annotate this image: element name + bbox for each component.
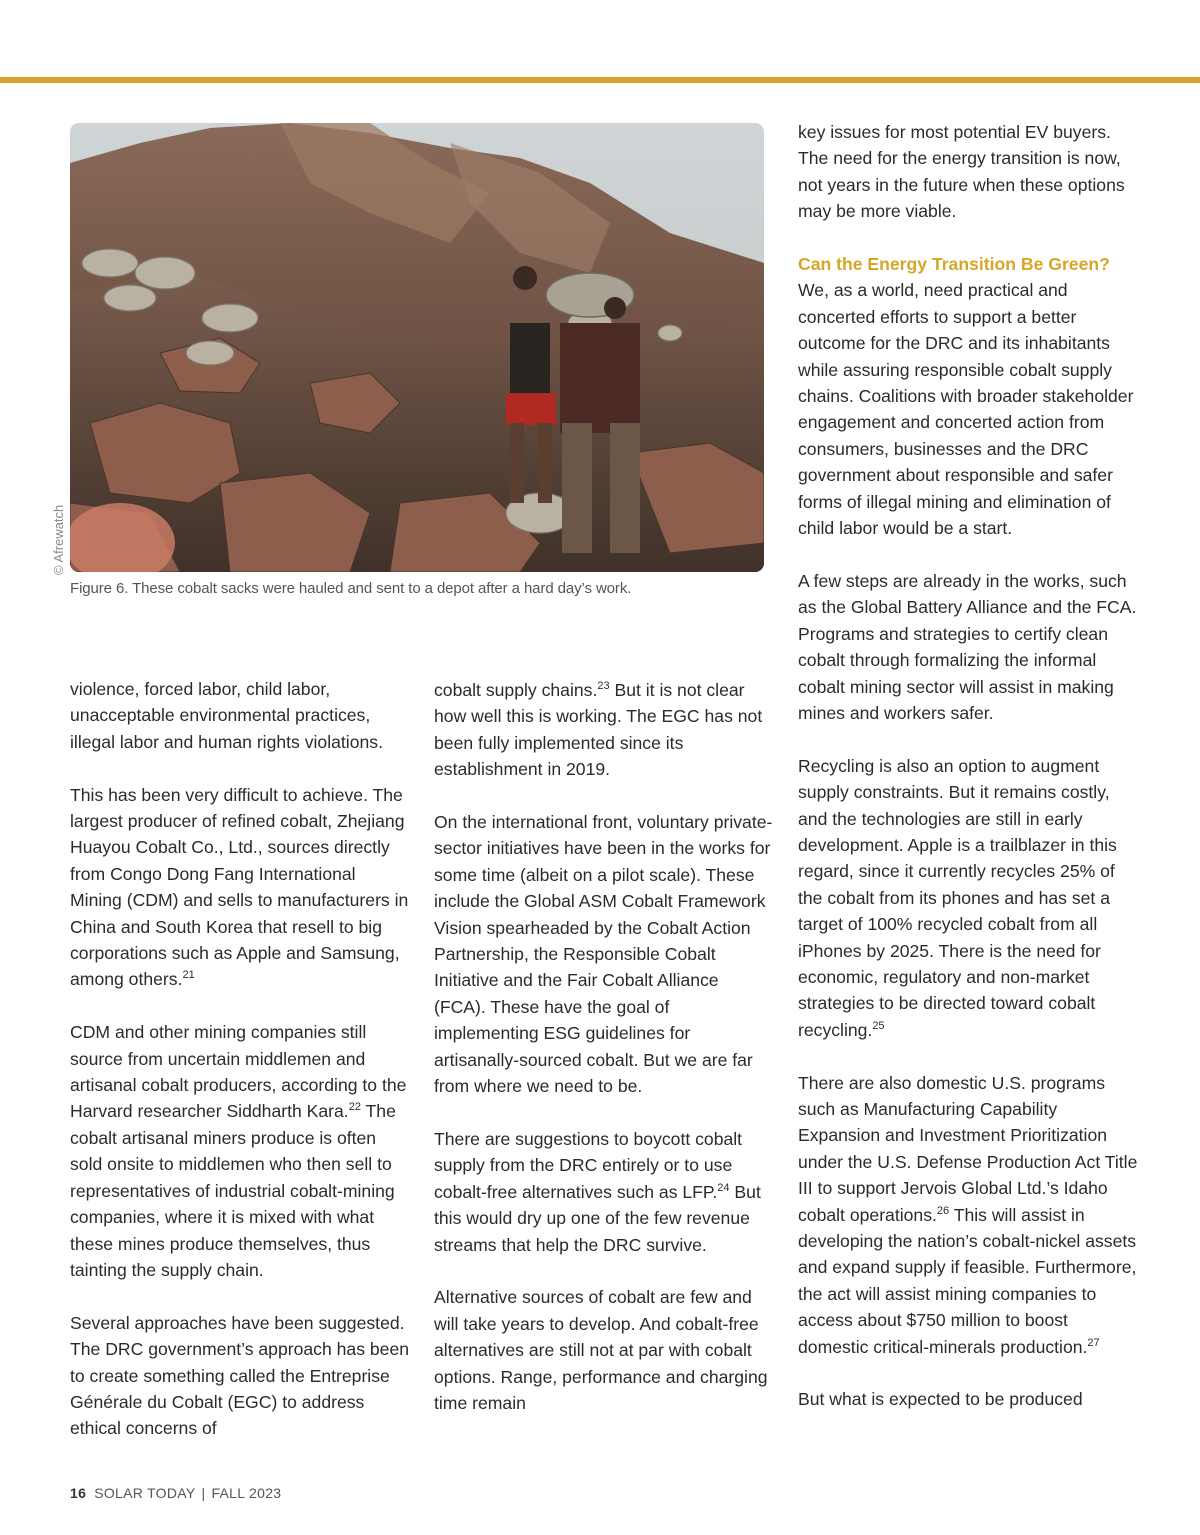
paragraph: This has been very difficult to achieve. The largest producer of refined cobalt, Zhejiang Huayou Cobalt Co., Ltd., sources directly from Congo Dong Fang International Mining (CDM) and sells to manufacturers in China and South Korea that resell to big corporations such as Apple and Samsung, among others.$^{21}$	[70, 784, 409, 990]
footnote-ref: 23	[597, 680, 610, 692]
figure-caption: Figure 6. These cobalt sacks were hauled and sent to a depot after a hard day’s work.	[70, 580, 632, 597]
text-column-1	[70, 676, 410, 1442]
footnote-ref: 24	[717, 1181, 730, 1194]
footnote-ref: 27	[1087, 1336, 1100, 1349]
page-number: 16	[70, 1485, 87, 1501]
paragraph: On the international front, voluntary private-sector initiatives have been in the works for some time (albeit on a pilot scale). These include the Global ASM Cobalt Framework Vision spearheaded by the Cobalt Action Partnership, the Responsible Cobalt Initiative and the Fair Cobalt Alliance (FCA). These have the goal of implementing ESG guidelines for artisanally-sourced cobalt. But we are far from where we need to be.	[434, 812, 773, 1097]
page-footer	[70, 1485, 281, 1501]
paragraph: Recycling is also an option to augment supply constraints. But it remains costly, and the technologies are still in early development. Apple is a trailblazer in this regard, since it currently recycles 25% of the cobalt from its phones and has set a target of 100% recycled cobalt from all iPhones by 2025. There is the need for economic, regulatory and non-market strategies to be directed toward cobalt recycling.$^{25}$	[798, 755, 1117, 1040]
paragraph: There are also domestic U.S. programs such as Manufacturing Capability Expansion and Investment Prioritization under the U.S. Defense Production Act Title III to support Jervois Global Ltd.’s Idaho cobalt operations.$^{26}$ This will assist in developing the nation’s cobalt-nickel assets and expand supply if feasible. Furthermore, the act will assist mining companies to access about $750 million to boost domestic critical-minerals production.$^{27}$	[798, 1072, 1138, 1357]
footnote-ref: 25	[872, 1019, 885, 1032]
footer-separator: |	[201, 1485, 206, 1501]
footnote-ref: 26	[936, 1204, 950, 1217]
paragraph: Several approaches have been suggested. The DRC government’s approach has been to create something called the Entreprise Générale du Cobalt (EGC) to address ethical concerns of	[70, 1312, 410, 1439]
text-column-2	[434, 677, 774, 1416]
mining-photo-illustration	[70, 123, 764, 572]
section: Can the Energy Transition Be Green? We, as a world, need practical and concerted efforts to support a better outcome for the DRC and its inhabitants while assuring responsible cobalt supply chains. Coalitions with broader stakeholder engagement and concerted action from consumers, businesses and the DRC government about responsible and safer forms of illegal mining and elimination of child labor would be a start.	[798, 251, 1138, 541]
paragraph: Alternative sources of cobalt are few and will take years to develop. And cobalt-free alternatives are still not at par with cobalt options. Range, performance and charging time remain	[434, 1287, 768, 1413]
section-heading: Can the Energy Transition Be Green?	[798, 254, 1110, 275]
issue-label: FALL 2023	[211, 1485, 282, 1501]
paragraph: key issues for most potential EV buyers. The need for the energy transition is now, not years in the future when these options may be more viable.	[798, 122, 1125, 222]
footnote-ref: 22	[348, 1101, 361, 1114]
paragraph: But what is expected to be produced	[798, 1389, 1083, 1410]
paragraph: A few steps are already in the works, such as the Global Battery Alliance and the FCA. Programs and strategies to certify clean cobalt through formalizing the informal cobalt mining sector will assist in making mines and workers safer.	[798, 570, 1137, 723]
text-column-3	[798, 119, 1138, 1413]
photo-credit: © Afrewatch	[51, 504, 66, 575]
footnote-ref: 21	[182, 969, 195, 982]
figure-photo	[70, 123, 764, 572]
publication-name: SOLAR TODAY	[94, 1485, 196, 1501]
paragraph: violence, forced labor, child labor, unacceptable environmental practices, illegal labor and human rights violations.	[70, 679, 383, 752]
paragraph: There are suggestions to boycott cobalt supply from the DRC entirely or to use cobalt-free alternatives such as LFP.$^{24}$ But this would dry up one of the few revenue streams that help the DRC survive.	[434, 1128, 761, 1255]
paragraph: CDM and other mining companies still source from uncertain middlemen and artisanal cobalt producers, according to the Harvard researcher Siddharth Kara.$^{22}$ The cobalt artisanal miners produce is often sold onsite to middlemen who then sell to representatives of industrial cobalt-mining companies, where it is mixed with what these mines produce themselves, thus tainting the supply chain.	[70, 1022, 407, 1280]
top-accent-rule	[0, 77, 1200, 83]
paragraph: cobalt supply chains.$^{23}$ But it is not clear how well this is working. The EGC has not been fully implemented since its establishment in 2019.	[434, 680, 763, 780]
